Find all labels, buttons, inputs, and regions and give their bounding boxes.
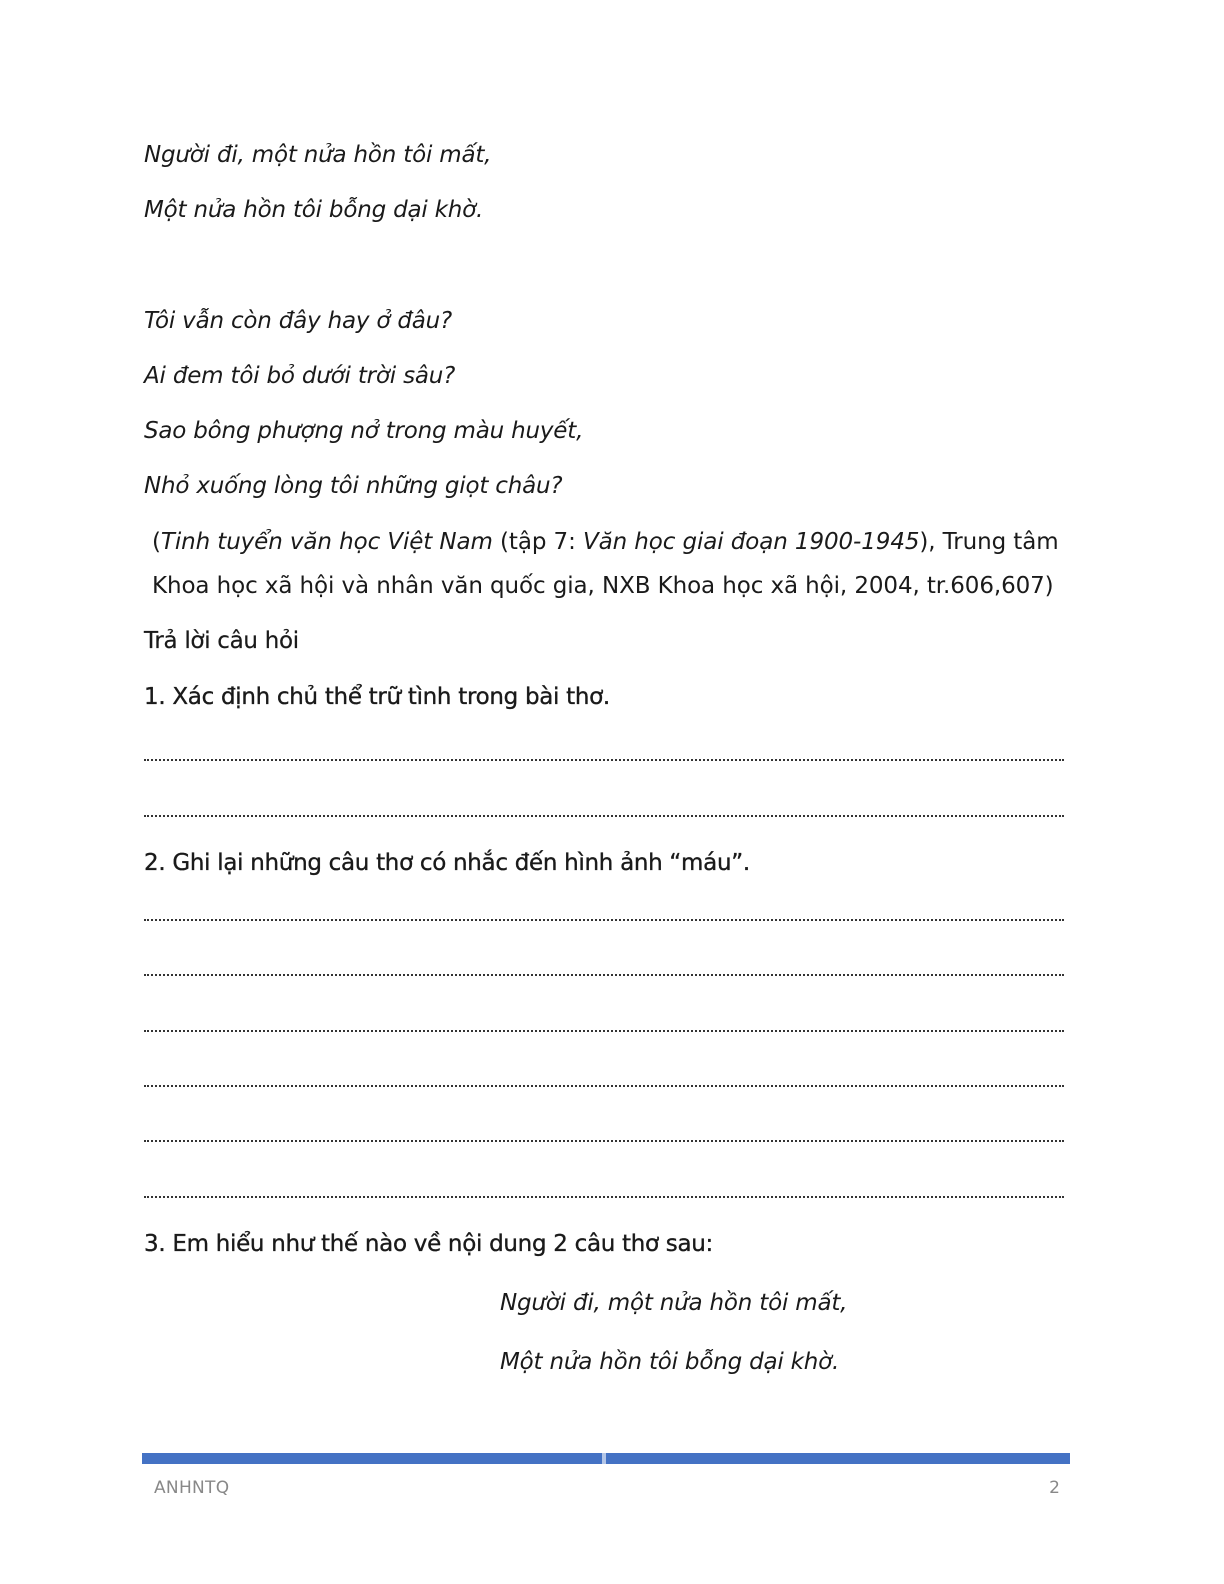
source-citation-line-2: Khoa học xã hội và nhân văn quốc gia, NXB Khoa học xã hội, 2004, tr.606,607) [152,573,1054,599]
footer-author: ANHNTQ [154,1478,230,1498]
poem-line: Nhỏ xuống lòng tôi những giọt châu? [144,473,563,499]
poem-line: Tôi vẫn còn đây hay ở đâu? [144,308,453,334]
answer-line [144,815,1064,817]
answer-line [144,1085,1064,1087]
question-3: 3. Em hiểu như thế nào về nội dung 2 câu thơ sau: [144,1231,714,1257]
footer-divider [142,1453,1070,1464]
answer-line [144,1196,1064,1198]
source-citation-line-1: (Tinh tuyển văn học Việt Nam (tập 7: Văn học giai đoạn 1900-1945), Trung tâm [152,529,1059,555]
answer-line [144,759,1064,761]
answer-line [144,1140,1064,1142]
answer-line [144,974,1064,976]
question-1: 1. Xác định chủ thể trữ tình trong bài thơ. [144,684,610,710]
book-title: Tinh tuyển văn học Việt Nam [160,529,493,555]
poem-line: Sao bông phượng nở trong màu huyết, [144,418,584,444]
question-2: 2. Ghi lại những câu thơ có nhắc đến hình ảnh “máu”. [144,850,750,876]
quoted-poem-line: Người đi, một nửa hồn tôi mất, [500,1290,848,1316]
poem-line: Ai đem tôi bỏ dưới trời sâu? [144,363,456,389]
quoted-poem-line: Một nửa hồn tôi bỗng dại khờ. [500,1349,840,1375]
page-number: 2 [1049,1478,1060,1498]
poem-line: Một nửa hồn tôi bỗng dại khờ. [144,197,484,223]
volume-title: Văn học giai đoạn 1900-1945 [582,529,920,555]
answer-line [144,919,1064,921]
poem-line: Người đi, một nửa hồn tôi mất, [144,142,492,168]
answer-line [144,1030,1064,1032]
section-heading: Trả lời câu hỏi [144,628,299,654]
